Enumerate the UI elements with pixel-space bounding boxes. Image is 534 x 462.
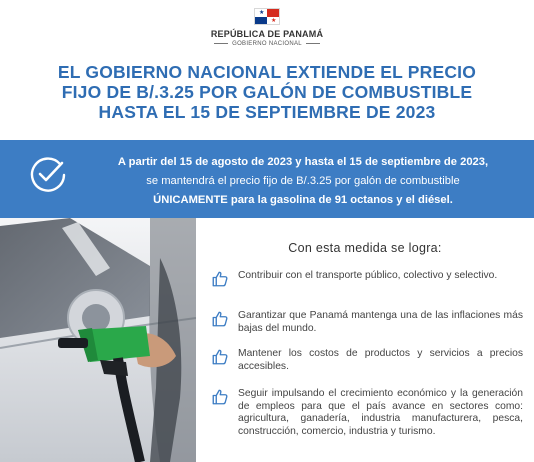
headline xyxy=(20,62,514,122)
notice-line-3: ÚNICAMENTE para la gasolina de 91 octanos y el diésel. xyxy=(153,194,453,206)
headline-line-2: FIJO DE B/.3.25 POR GALÓN DE COMBUSTIBLE xyxy=(61,82,473,102)
fueling-photo xyxy=(0,218,196,462)
header xyxy=(0,0,534,56)
measures-title: Con esta medida se logra: xyxy=(288,241,442,255)
government-label: GOBIERNO NACIONAL xyxy=(0,41,534,47)
headline-line-1: EL GOBIERNO NACIONAL EXTIENDE EL PRECIO xyxy=(57,62,477,82)
thumbs-up-icon xyxy=(211,310,229,328)
thumbs-up-icon xyxy=(211,270,229,288)
notice-line-2: se mantendrá el precio fijo de B/.3.25 por galón de combustible xyxy=(146,175,460,187)
headline-line-3: HASTA EL 15 DE SEPTIEMBRE DE 2023 xyxy=(98,102,436,122)
thumbs-up-icon xyxy=(211,388,229,406)
check-circle-icon xyxy=(29,155,67,193)
panama-flag-icon: ★ ★ xyxy=(254,8,280,25)
measure-text-2: Garantizar que Panamá mantenga una de las inflaciones más bajas del mundo. xyxy=(238,310,523,334)
notice-line-1: A partir del 15 de agosto de 2023 y hasta el 15 de septiembre de 2023, xyxy=(117,156,489,168)
measure-text-3: Mantener los costos de productos y servicios a precios accesibles. xyxy=(238,348,523,372)
measure-text-1: Contribuir con el transporte público, colectivo y selectivo. xyxy=(238,270,498,281)
measure-text-4: Seguir impulsando el crecimiento económico y la generación de empleos para que el país avance en sectores como: agricultura, ganadería, industria manufacturera, pesca, construcción, comercio, industria y turismo. xyxy=(238,388,523,437)
notice-text xyxy=(80,153,526,210)
republic-label: REPÚBLICA DE PANAMÁ xyxy=(210,29,324,39)
thumbs-up-icon xyxy=(211,348,229,366)
